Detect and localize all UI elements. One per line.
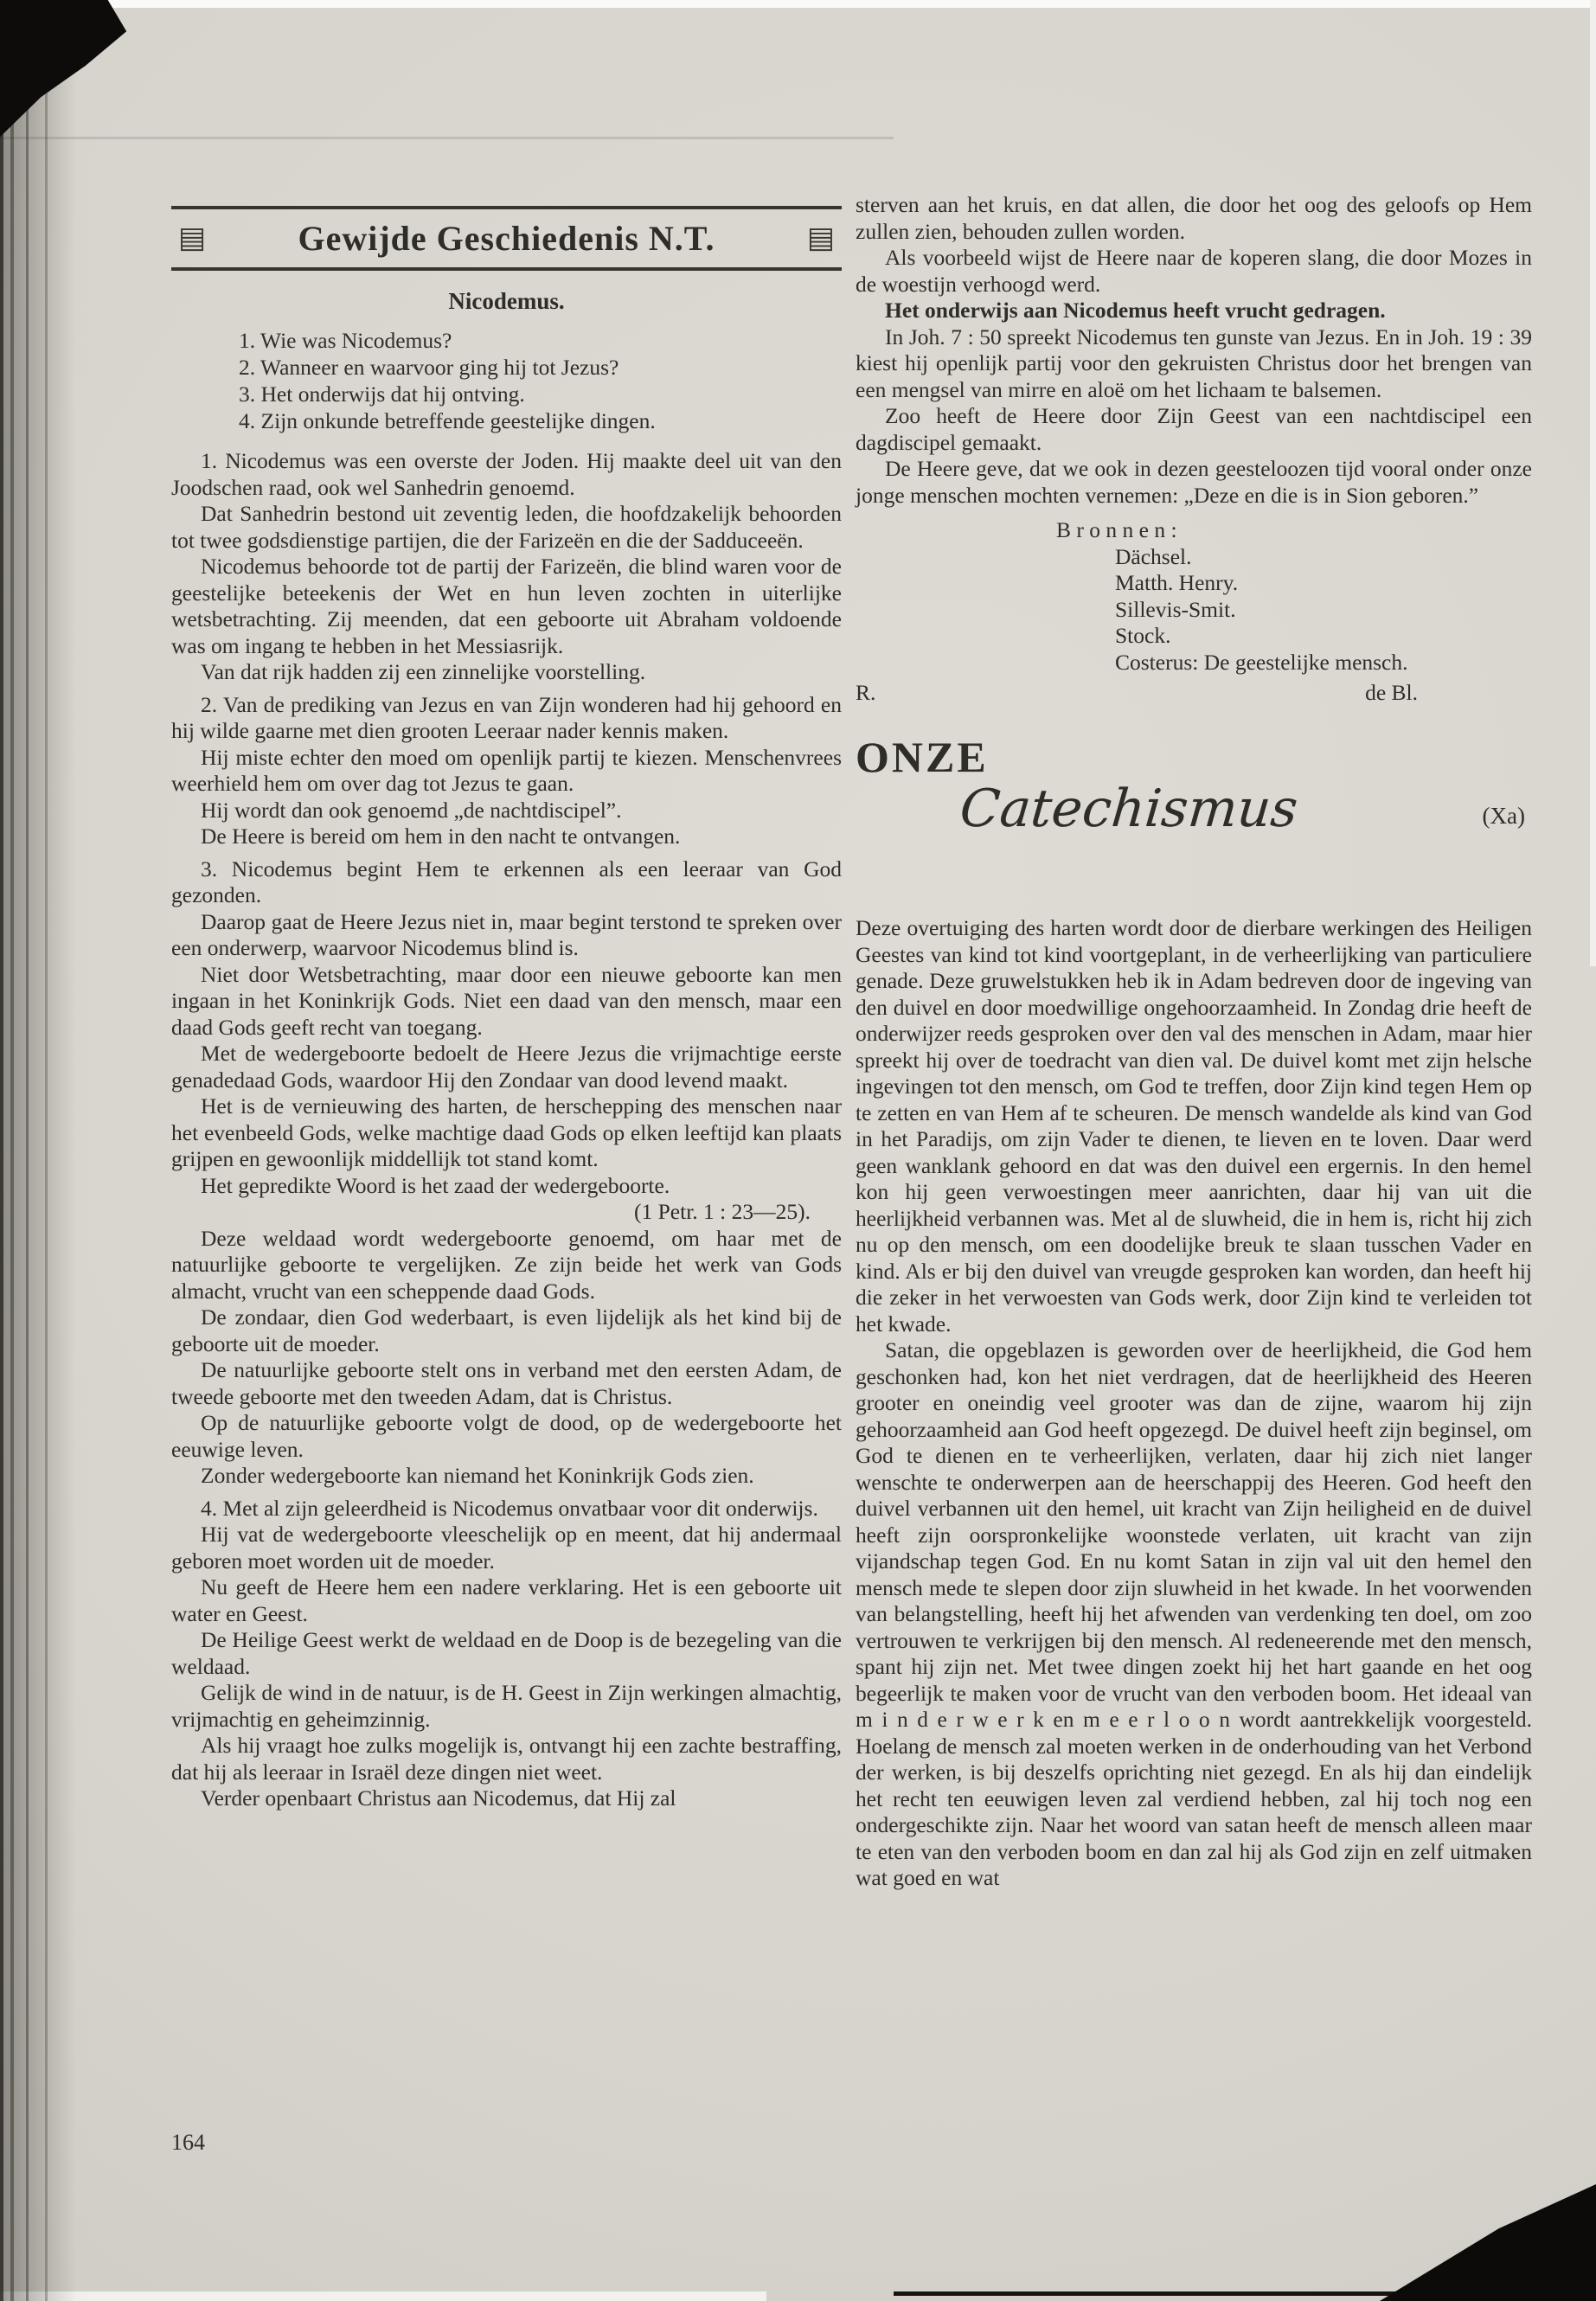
paragraph: 3. Nicodemus begint Hem te erkennen als een leeraar van God gezonden. bbox=[171, 856, 842, 907]
paragraph: Als hij vraagt hoe zulks mogelijk is, ontvangt hij een zachte bestraffing, dat hij als leeraar in Israël deze dingen niet weet. bbox=[171, 1733, 842, 1785]
source-item: Costerus: De geestelijke mensch. bbox=[1115, 649, 1408, 675]
signature-row bbox=[856, 679, 1532, 706]
paragraph: Nu geeft de Heere hem een nadere verklaring. Het is een geboorte uit water en Geest. bbox=[171, 1574, 842, 1626]
question-item: 3. Het onderwijs dat hij ontving. bbox=[239, 381, 525, 407]
paragraph: Daarop gaat de Heere Jezus niet in, maar begint terstond te spreken over een onderwerp, waarvoor Nicodemus blind is. bbox=[171, 908, 842, 960]
question-item: 2. Wanneer en waarvoor ging hij tot Jezus? bbox=[239, 355, 619, 380]
question-list bbox=[171, 327, 842, 434]
paragraph: Met de wedergeboorte bedoelt de Heere Jezus die vrijmachtige eerste genadedaad Gods, waardoor Hij den Zondaar van dood levend maakt. bbox=[171, 1041, 842, 1093]
paragraph: De zondaar, dien God wederbaart, is even lijdelijk als het kind bij de geboorte uit de moeder. bbox=[171, 1304, 842, 1356]
paragraph: Het gepredikte Woord is het zaad der wedergeboorte. bbox=[201, 1172, 670, 1198]
question-item: 4. Zijn onkunde betreffende geestelijke dingen. bbox=[239, 408, 656, 433]
paragraph: De Heilige Geest werkt de weldaad en de Doop is de bezegeling van die weldaad. bbox=[171, 1627, 842, 1679]
paragraph: Op de natuurlijke geboorte volgt de dood, op de wedergeboorte het eeuwige leven. bbox=[171, 1410, 842, 1462]
sources-block bbox=[856, 517, 1532, 676]
heading-catechismus: Catechismus bbox=[958, 779, 1300, 839]
heading-suffix: (Xa) bbox=[1482, 803, 1525, 829]
paragraph: Hij miste echter den moed om openlijk partij te kiezen. Menschenvrees weerhield hem om over dag tot Jezus te gaan. bbox=[171, 744, 842, 796]
sources-list bbox=[856, 544, 1532, 676]
scan-corner-bottom-right bbox=[1380, 2184, 1596, 2301]
article-title: Nicodemus. bbox=[448, 288, 565, 314]
right-top-paragraphs bbox=[856, 192, 1532, 509]
source-item: Sillevis-Smit. bbox=[1115, 596, 1236, 622]
section-header bbox=[171, 206, 842, 271]
paragraph: Satan, die opgeblazen is geworden over de heerlijkheid, die God hem geschonken had, kon het niet verdragen, dat de heerlijkheid des Heeren grooter en oneindig veel grooter was dan de zijne, waarom hij zijn gehoorzaamheid aan God heeft opgezegd. De duivel heeft zijn beginsel, om God te dienen en te verheerlijken, verlaten, daar hij zich niet langer wenschte te onderwerpen aan de heerschappij des Heeren. God heeft den duivel verbannen uit den hemel, uit kracht van Zijn heiligheid en de duivel heeft zijn oorspronkelijke woonstede verlaten, uit kracht van zijn vijandschap tegen God. En nu komt Satan in zijn val uit den hemel den mensch mede te slepen door zijn sluwheid in het kwade. In het voorwenden van belangstelling, heeft hij het afwenden van verdenking ten doel, om zoo vertrouwen te verkrijgen bij den mensch. Al redeneerende met den mensch, spant hij zijn net. Met twee dingen zoekt hij het hart gaande en het oog begeerlijk te maken voor de vrucht van den verboden boom. Het ideaal van m i n d e r w e r k en m e e r l o o n wordt aantrekkelijk voorgesteld. Hoelang de mensch zal moeten werken in de onderhouding van het Verbond der werken, is bij deszelfs oprichting niet gezegd. En als hij dan eindelijk het recht ten eeuwigen leven zal verdiend hebben, zal hij toch nog een ondergeschikte zijn. Naar het woord van satan heeft de mensch alleen maar te eten van den verboden boom en dan zal hij als God zijn en zelf uitmaken wat goed en wat bbox=[856, 1337, 1532, 1890]
scanner-edge-top bbox=[0, 0, 1596, 8]
paragraph: Verder openbaart Christus aan Nicodemus, dat Hij zal bbox=[201, 1785, 676, 1811]
paragraph: Van dat rijk hadden zij een zinnelijke voorstelling. bbox=[201, 659, 646, 684]
left-column bbox=[171, 206, 842, 1812]
source-item: Matth. Henry. bbox=[1115, 570, 1239, 595]
sources-label: B r o n n e n : bbox=[1056, 517, 1177, 542]
signature-left: R. bbox=[856, 680, 876, 705]
paragraph: Dat Sanhedrin bestond uit zeventig leden, die hoofdzakelijk behoorden tot twee godsdienstige partijen, die der Farizeën en die der Sadduceeën. bbox=[171, 501, 842, 553]
paragraph: Zonder wedergeboorte kan niemand het Koninkrijk Gods zien. bbox=[201, 1463, 754, 1488]
paragraph: Niet door Wetsbetrachting, maar door een nieuwe geboorte kan men ingaan in het Koninkrijk Gods. Niet een daad van den mensch, maar een daad Gods geeft recht van toegang. bbox=[171, 961, 842, 1040]
paragraph: Zoo heeft de Heere door Zijn Geest van een nachtdiscipel een dagdiscipel gemaakt. bbox=[856, 403, 1532, 455]
scanner-edge-bottom bbox=[0, 2291, 766, 2301]
catechismus-heading bbox=[856, 732, 1532, 886]
paragraph: De Heere is bereid om hem in den nacht te ontvangen. bbox=[201, 824, 681, 849]
ornament-icon: ▤ bbox=[806, 221, 835, 254]
page-edge-shadow bbox=[0, 137, 894, 139]
right-bottom-paragraphs bbox=[856, 915, 1532, 1892]
paragraph: 4. Met al zijn geleerdheid is Nicodemus onvatbaar voor dit onderwijs. bbox=[201, 1495, 818, 1521]
scanner-edge-right bbox=[1590, 0, 1596, 966]
left-paragraphs bbox=[171, 448, 842, 1812]
paragraph: De natuurlijke geboorte stelt ons in verband met den eersten Adam, de tweede geboorte met den tweeden Adam, dat is Christus. bbox=[171, 1357, 842, 1409]
source-item: Stock. bbox=[1115, 623, 1171, 648]
paragraph: Deze overtuiging des harten wordt door de dierbare werkingen des Heiligen Geestes van kind tot kind voortgeplant, in de verheerlijking van particuliere genade. Deze gruwelstukken heb ik in Adam bedreven door de ingeving van den duivel en door moedwillige ongehoorzaamheid. In Zondag drie heeft de onderwijzer reeds gesproken over den val des menschen in Adam, maar hier spreekt hij over de toedracht van dien val. De duivel komt met zijn helsche ingevingen tot den mensch, om God te treffen, door Zijn kind tegen Hem op te zetten en van Hem af te scheuren. De mensch wandelde als kind van God in het Paradijs, om zijn Vader te dienen, te lieven en te loven. Daar werd geen wanklank gehoord en dat was den duivel een ergernis. In den hemel kon hij geen verwoestingen meer aanrichten, daar hij van uit die heerlijkheid verbannen was. Met al de sluwheid, die in hem is, richt hij zich nu op den mensch, om een doodelijke breuk te slaan tusschen Vader en kind. Als er bij den duivel van vreugde gesproken kan worden, dan heeft hij die zeker in het verwoesten van Gods werk, door Zijn kind te verleiden tot het kwade. bbox=[856, 915, 1532, 1336]
paragraph: Hij vat de wedergeboorte vleeschelijk op en meent, dat hij andermaal geboren moet worden uit de moeder. bbox=[171, 1522, 842, 1574]
paragraph: Hij wordt dan ook genoemd „de nachtdiscipel”. bbox=[201, 797, 622, 823]
paragraph: 1. Nicodemus was een overste der Joden. Hij maakte deel uit van den Joodschen raad, ook wel Sanhedrin genoemd. bbox=[171, 448, 842, 500]
ornament-icon: ▤ bbox=[178, 221, 207, 254]
paragraph: Nicodemus behoorde tot de partij der Farizeën, die blind waren voor de geestelijke beteekenis der Wet en hun leven zochten in uiterlijke wetsbetrachting. Zij meenden, dat een geboorte uit Abraham voldoende was om ingang te hebben in het Messiasrijk. bbox=[171, 554, 842, 658]
binding-edge bbox=[0, 0, 87, 2301]
paragraph: Het is de vernieuwing des harten, de herschepping des menschen naar het evenbeeld Gods, welke machtige daad Gods op elken leeftijd kan plaats grijpen en gewoonlijk middellijk tot stand komt. bbox=[171, 1093, 842, 1171]
paragraph: Gelijk de wind in de natuur, is de H. Geest in Zijn werkingen almachtig, vrijmachtig en geheimzinnig. bbox=[171, 1680, 842, 1732]
section-title: Gewijde Geschiedenis N.T. bbox=[298, 219, 715, 258]
paragraph: Als voorbeeld wijst de Heere naar de koperen slang, die door Mozes in de woestijn verhoogd werd. bbox=[856, 245, 1532, 297]
paragraph: (1 Petr. 1 : 23—25). bbox=[634, 1199, 811, 1224]
paragraph: De Heere geve, dat we ook in dezen geesteloozen tijd vooral onder onze jonge menschen mochten vernemen: „Deze en die is in Sion geboren.” bbox=[856, 456, 1532, 508]
paragraph: Deze weldaad wordt wedergeboorte genoemd, om haar met de natuurlijke geboorte te vergelijken. Ze zijn beide het werk van Gods almacht, vrucht van een scheppende daad Gods. bbox=[171, 1225, 842, 1304]
page-number: 164 bbox=[171, 2130, 205, 2155]
source-item: Dächsel. bbox=[1115, 543, 1192, 569]
question-item: 1. Wie was Nicodemus? bbox=[239, 328, 452, 353]
paragraph: 2. Van de prediking van Jezus en van Zijn wonderen had hij gehoord en hij wilde gaarne met dien grooten Leeraar nader kennis maken. bbox=[171, 691, 842, 743]
paragraph: In Joh. 7 : 50 spreekt Nicodemus ten gunste van Jezus. En in Joh. 19 : 39 kiest hij openlijk partij voor den gekruisten Christus door het brengen van een mengsel van mirre en aloë om het lichaam te balsemen. bbox=[856, 324, 1532, 402]
paragraph: Het onderwijs aan Nicodemus heeft vrucht gedragen. bbox=[885, 298, 1386, 323]
signature-right: de Bl. bbox=[1365, 680, 1418, 705]
heading-onze: ONZE bbox=[856, 733, 989, 781]
paragraph: sterven aan het kruis, en dat allen, die door het oog des geloofs op Hem zullen zien, behouden zullen worden. bbox=[856, 192, 1532, 244]
right-column bbox=[856, 192, 1532, 1892]
